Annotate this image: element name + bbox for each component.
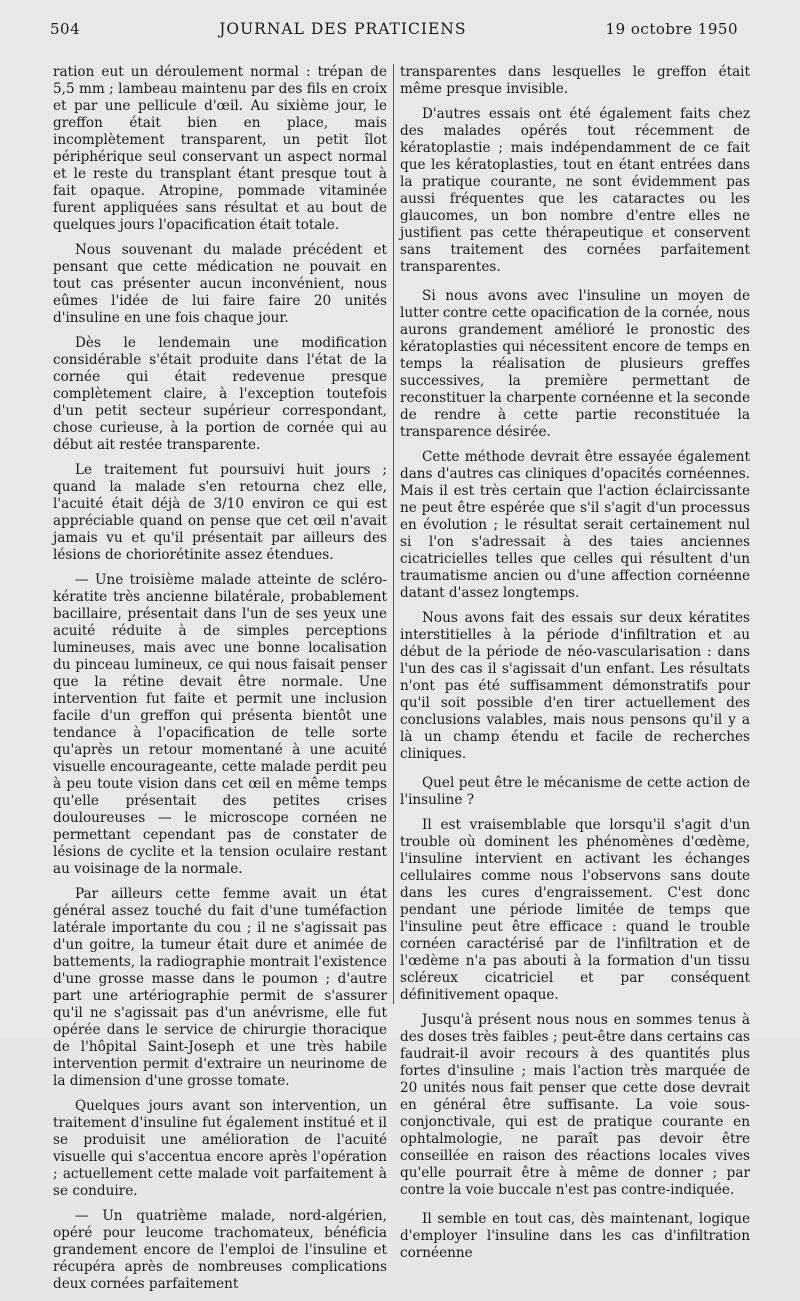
paragraph: — Une troisième malade atteinte de scléro-kératite très ancienne bilatérale, probablement bacillaire, présentait dans l'un de ses yeux une acuité réduite à de simples perceptions lumineuses, mais avec une bonne localisation du pinceau lumineux, ce qui nous faisait penser que la rétine devait être normale. Une intervention fut faite et permit une inclusion facile d'un greffon qui présenta bientôt une tendance à l'opacification de telle sorte qu'après un retour momentané à une acuité visuelle encourageante, cette malade perdit peu à peu toute vision dans cet œil en même temps qu'elle présentait des petites crises douloureuses — le microscope cornéen ne permettant cependant pas de constater de lésions de cyclite et la tension oculaire restant au voisinage de la normale. [53,572,387,877]
paragraph: Jusqu'à présent nous nous en sommes tenus à des doses très faibles ; peut-être dans certains cas faudrait-il avoir recours à des quantités plus fortes d'insuline ; mais l'action très marquée de 20 unités nous fait penser que cette dose devrait en général être suffisante. La voie sous-conjonctivale, qui est de pratique courante en ophtalmologie, ne paraît pas devoir être conseillée en raison des réactions locales vives qu'elle pourrait être à même de donner ; par contre la voie buccale n'est pas contre-indiquée. [400,1012,750,1198]
paragraph: transparentes dans lesquelles le greffon était même presque invisible. [400,64,750,97]
paragraph: Si nous avons avec l'insuline un moyen de lutter contre cette opacification de la cornée, nous aurons grandement amélioré le pronostic des kératoplasties qui nécessitent encore de temps en temps la réalisation de plusieurs greffes successives, la première permettant de reconstituer la charpente cornéenne et la seconde de rendre à cette partie reconstituée la transparence désirée. [400,288,750,440]
paragraph: — Un quatrième malade, nord-algérien, opéré pour leucome trachomateux, bénéficia grandement encore de l'emploi de l'insuline et récupéra après de nombreuses complications deux cornées parfaitement [53,1208,387,1292]
paragraph: Nous souvenant du malade précédent et pensant que cette médication ne pouvait en tout cas présenter aucun inconvénient, nous eûmes l'idée de lui faire faire 20 unités d'insuline en une fois chaque jour. [53,242,387,326]
paragraph: Par ailleurs cette femme avait un état général assez touché du fait d'une tuméfaction latérale importante du cou ; il ne s'agissait pas d'un goitre, la tumeur était dure et animée de battements, la radiographie montrait l'existence d'une grosse masse dans le poumon ; d'autre part une artériographie permit de s'assurer qu'il ne s'agissait pas d'un anévrisme, elle fut opérée dans le service de chirurgie thoracique de l'hôpital Saint-Joseph et une très habile intervention permit d'extraire un neurinome de la dimension d'une grosse tomate. [53,886,387,1089]
column-divider [393,64,394,1004]
paragraph: ration eut un déroulement normal : trépan de 5,5 mm ; lambeau maintenu par des fils en croix et par une pellicule d'œil. Au sixième jour, le greffon était bien en place, mais incomplètement transparent, un petit îlot périphérique seul conservant un aspect normal et le reste du transplant étant presque tout à fait opaque. Atropine, pommade vitaminée furent appliquées sans résultat et au bout de quelques jours l'opacification était totale. [53,64,387,233]
paragraph: Il semble en tout cas, dès maintenant, logique d'employer l'insuline dans les cas d'infiltration cornéenne [400,1211,750,1261]
page-header [50,20,738,44]
left-column [53,64,387,1301]
paragraph: Cette méthode devrait être essayée également dans d'autres cas cliniques d'opacités cornéennes. Mais il est très certain que l'action éclaircissante ne peut être espérée que s'il s'agit d'un processus en évolution ; le résultat serait certainement nul si l'on s'adressait à des taies anciennes cicatricielles telles que celles qui résultent d'un traumatisme ancien ou d'une affection cornéenne datant d'assez longtemps. [400,449,750,601]
paragraph: Nous avons fait des essais sur deux kératites interstitielles à la période d'infiltration et au début de la période de néo-vascularisation : dans l'un des cas il s'agissait d'un enfant. Les résultats n'ont pas été suffisamment démonstratifs pour qu'il soit possible d'en tirer actuellement des conclusions valables, mais nous pensons qu'il y a là un champ étendu et facile de recherches cliniques. [400,610,750,762]
paragraph: Le traitement fut poursuivi huit jours ; quand la malade s'en retourna chez elle, l'acuité était déjà de 3/10 environ ce qui est appréciable quand on pense que cet œil n'avait jamais vu et qu'il présentait par ailleurs des lésions de choriorétinite assez étendues. [53,462,387,563]
paragraph: Quelques jours avant son intervention, un traitement d'insuline fut également institué et il se produisit une amélioration de l'acuité visuelle qui s'accentua encore après l'opération ; actuellement cette malade voit parfaitement à se conduire. [53,1098,387,1199]
page-number: 504 [50,20,81,38]
paragraph: Dès le lendemain une modification considérable s'était produite dans l'état de la cornée qui était redevenue presque complètement claire, à l'exception toutefois d'un petit secteur supérieur correspondant, chose curieuse, à la portion de cornée qui au début ait restée transparente. [53,335,387,453]
issue-date: 19 octobre 1950 [605,20,738,38]
paragraph: Il est vraisemblable que lorsqu'il s'agit d'un trouble où dominent les phénomènes d'œdème, l'insuline intervient en activant les échanges cellulaires comme nous l'observons sans doute dans les cures d'engraissement. C'est donc pendant une période limitée de temps que l'insuline peut être efficace : quand le trouble cornéen caractérisé par de l'infiltration et de l'œdème n'a pas abouti à la formation d'un tissu scléreux cicatriciel et par conséquent définitivement opaque. [400,817,750,1003]
journal-title: JOURNAL DES PRATICIENS [219,20,467,38]
paragraph: D'autres essais ont été également faits chez des malades opérés tout récemment de kératoplastie ; mais indépendamment de ce fait que les kératoplasties, tout en étant entrées dans la pratique courante, ne sont évidemment pas aussi fréquentes que les cataractes ou les glaucomes, un bon nombre d'entre elles ne justifient pas cette thérapeutique et conservent sans traitement des cornées parfaitement transparentes. [400,106,750,275]
right-column [400,64,750,1270]
paragraph: Quel peut être le mécanisme de cette action de l'insuline ? [400,775,750,808]
